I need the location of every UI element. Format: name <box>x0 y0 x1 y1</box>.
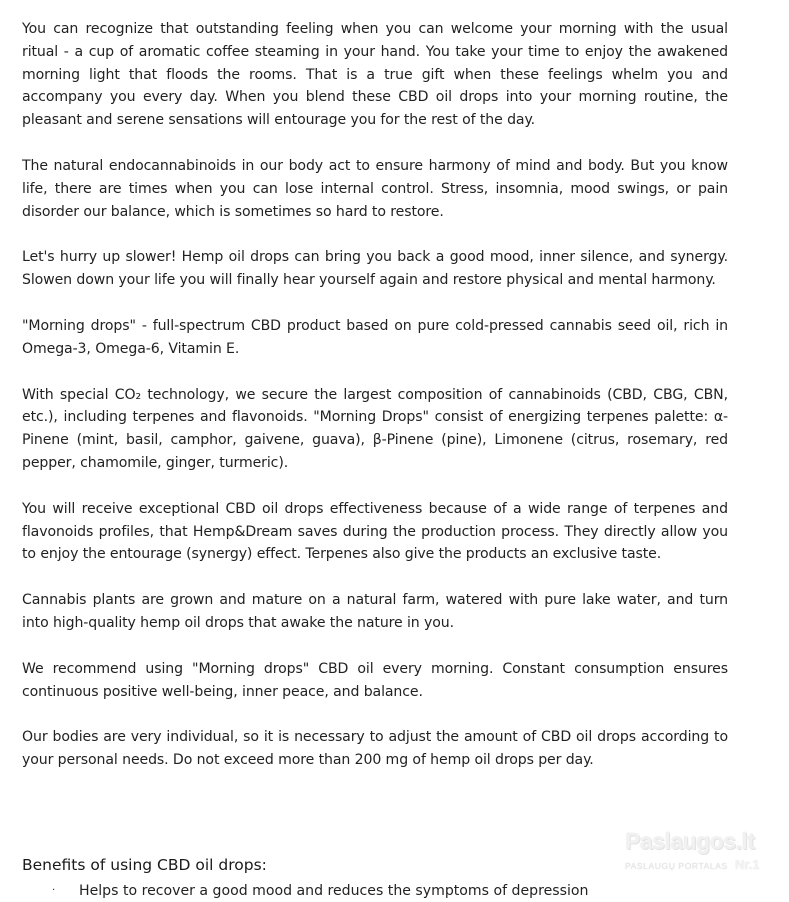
bullet-icon: · <box>52 885 56 896</box>
watermark-subtitle: PASLAUGŲ PORTALAS <box>625 861 728 871</box>
watermark-title: Paslaugos.lt <box>625 828 755 854</box>
watermark-badge: Nr.1 <box>735 857 760 872</box>
list-item <box>22 880 722 902</box>
paragraph-endocannabinoids: The natural endocannabinoids in our body act to ensure harmony of mind and body. But you know life, there are times when you can lose internal control. Stress, insomnia, mood swings, or pain disorder our balance, which is sometimes so hard to restore. <box>22 157 728 220</box>
document-body <box>22 18 728 795</box>
paragraph-product-description: "Morning drops" - full-spectrum CBD product based on pure cold-pressed cannabis seed oil, rich in Omega-3, Omega-6, Vitamin E. <box>22 317 728 357</box>
paragraph-natural-farm: Cannabis plants are grown and mature on a natural farm, watered with pure lake water, and turn into high-quality hemp oil drops that awake the nature in you. <box>22 592 728 631</box>
benefits-list <box>22 880 722 902</box>
benefit-text: Helps to recover a good mood and reduces the symptoms of depression <box>79 883 589 899</box>
paragraph-hurry-up-slower: Let's hurry up slower! Hemp oil drops can bring you back a good mood, inner silence, and synergy. Slowen down your life you will finally hear yourself again and restore physical and mental harmony. <box>22 249 728 289</box>
paragraph-co2-technology: With special CO₂ technology, we secure the largest composition of cannabinoids (CBD, CBG, CBN, etc.), including terpenes and flavonoids. "Morning Drops" consist of energizing terpenes palette: α-Pinene (mint, basil, camphor, gaivene, guava), β-Pinene (pine), Limonene (citrus, rosemary, red pepper, chamomile, ginger, turmeric). <box>22 386 728 471</box>
paragraph-dosage: Our bodies are very individual, so it is necessary to adjust the amount of CBD oil drops according to your personal needs. Do not exceed more than 200 mg of hemp oil drops per day. <box>22 729 728 769</box>
benefits-heading: Benefits of using CBD oil drops: <box>22 856 267 874</box>
watermark-logo <box>623 828 773 878</box>
paragraph-recommendation: We recommend using "Morning drops" CBD oil every morning. Constant consumption ensures continuous positive well-being, inner peace, and balance. <box>22 660 728 700</box>
paragraph-morning-ritual: You can recognize that outstanding feeling when you can welcome your morning with the usual ritual - a cup of aromatic coffee steaming in your hand. You take your time to enjoy the awakened morning light that floods the rooms. That is a true gift when these feelings whelm you and accompany you every day. When you blend these CBD oil drops into your morning routine, the pleasant and serene sensations will entourage you for the rest of the day. <box>22 21 728 129</box>
paragraph-effectiveness: You will receive exceptional CBD oil drops effectiveness because of a wide range of terpenes and flavonoids profiles, that Hemp&Dream saves during the production process. They directly allow you to enjoy the entourage (synergy) effect. Terpenes also give the products an exclusive taste. <box>22 500 728 563</box>
